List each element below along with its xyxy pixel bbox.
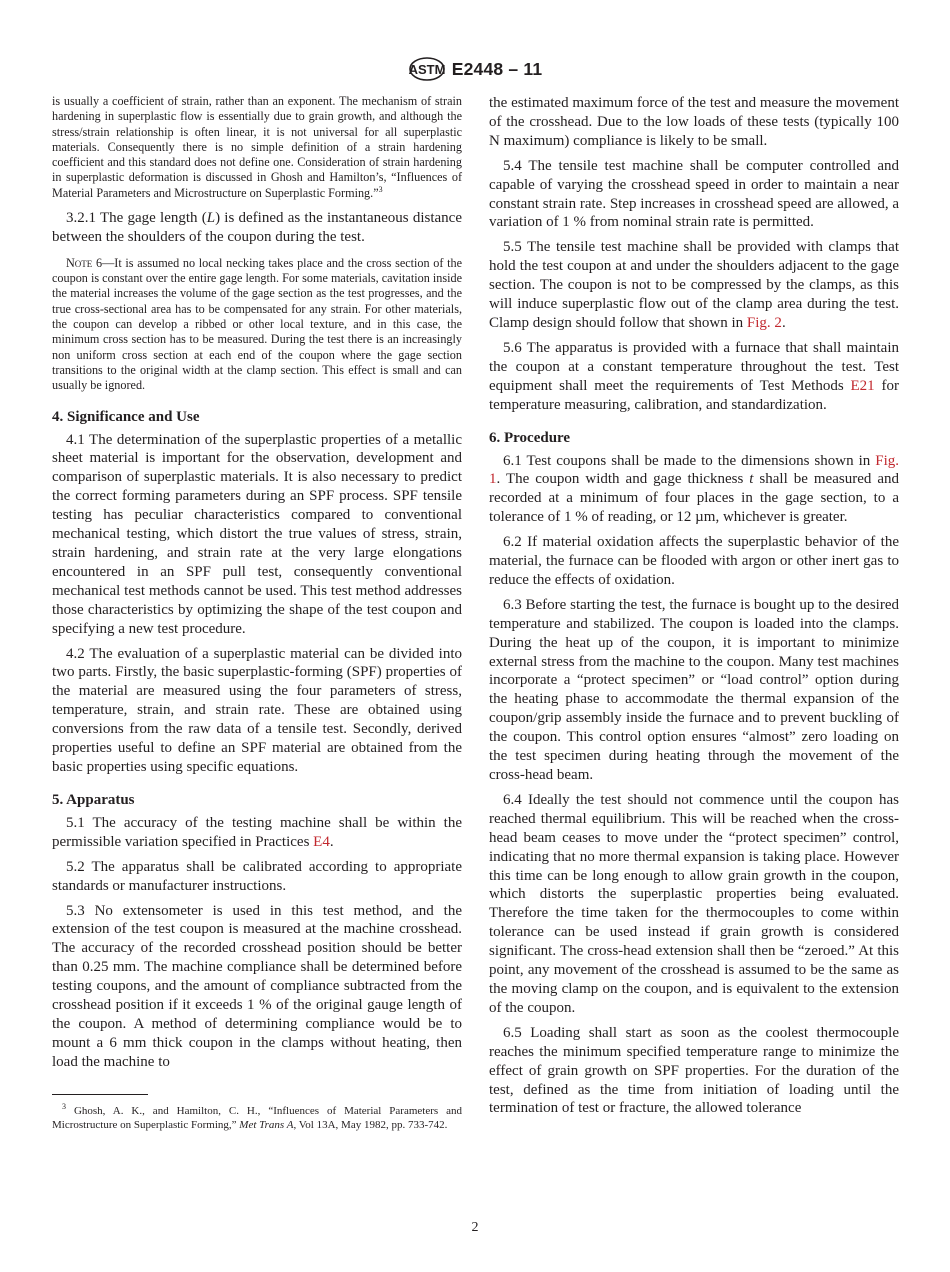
section-4-heading: 4. Significance and Use xyxy=(52,408,200,425)
paragraph-5-4: 5.4 The tensile test machine shall be computer controlled and capable of varying the crosshead speed in order to maintain a near constant strain rate. Step increases in crosshead speed are allowed, a variation of 1 % from nominal strain rate is permitted. xyxy=(489,157,899,231)
paragraph-4-1: 4.1 The determination of the superplastic properties of a metallic sheet material is important for the observation, development and comparison of superplastic materials. It is also necessary to predict the correct forming parameters during an SPF process. SPF tensile testing has peculiar characteristics compared to conventional mechanical testing, which distort the true values of stress, strain, strain hardening, and strain rate at the very large elongations encountered in an SPF pull test, consequently conventional mechanical test methods cannot be used. This test method addresses those characteristics by optimizing the shape of the test coupon and specifying a new test procedure. xyxy=(52,431,462,637)
section-5-heading: 5. Apparatus xyxy=(52,791,135,808)
note-label: Note 6 xyxy=(66,255,103,270)
link-fig-1[interactable]: Fig. 1 xyxy=(489,452,899,488)
paragraph-6-5: 6.5 Loading shall start as soon as the coolest thermocouple reaches the minimum specified temperature range to minimize the effect of grain growth on SPF properties. For the duration of the test, defined as the time from initiation of loading until the termination of test or fracture, the allowed tolerance xyxy=(489,1024,899,1117)
paragraph-5-2: 5.2 The apparatus shall be calibrated according to appropriate standards or manufacturer instructions. xyxy=(52,858,462,894)
paragraph-4-2: 4.2 The evaluation of a superplastic material can be divided into two parts. Firstly, the basic superplastic-forming (SPF) properties of the material are measured using the four parameters of stress, temperature, strain, and strain rate. These are obtained using conversions from the raw data of a tensile test. Secondly, derived properties useful to define an SPF material are obtained from the basic properties using specific equations. xyxy=(52,645,462,775)
paragraph-6-1: 6.1 Test coupons shall be made to the dimensions shown in Fig. 1. The coupon width and gage thickness t shall be measured and recorded at a minimum of four places in the gage section, to a tolerance of 1 % of reading, or 12 µm, whichever is greater. xyxy=(489,452,899,526)
footnote-divider xyxy=(52,1094,148,1095)
footnote-3: $^3$ Ghosh, A. K., and Hamilton, C. H., “Influences of Material Parameters and Microstructure on Superplastic Forming,” Met Trans A, Vol 13A, May 1982, pp. 733-742. xyxy=(52,1101,462,1131)
paragraph-5-3: 5.3 No extensometer is used in this test method, and the extension of the test coupon is measured at the machine crosshead. The accuracy of the recorded crosshead position should be better than 0.25 mm. The machine compliance shall be determined before testing coupons, and the amount of compliance subtracted from the crosshead position if it exceeds 1 % of the original gauge length of the coupon. A method of determining compliance would be to mount a 6 mm thick coupon in the clamps without heating, then load the machine to xyxy=(52,902,462,1070)
paragraph-6-4: 6.4 Ideally the test should not commence until the coupon has reached thermal equilibrium. This will be reached when the cross-head beam ceases to move under the “protect specimen” control, indicating that no more thermal expansion is taking place. However this time can be long enough to allow grain growth in the coupon, which distorts the superplastic properties being evaluated. Therefore the time taken for the thermocouples to come within tolerance can be used instead if grain growth is considered significant. The cross-head extension shall then be “zeroed.” At this point, any movement of the crosshead is assumed to be the same as the moving clamp on the coupon, and is equivalent to the extension of the coupon. xyxy=(489,791,899,1016)
link-e21[interactable]: E21 xyxy=(850,377,875,394)
page-number: 2 xyxy=(471,1220,479,1235)
paragraph-5-6: 5.6 The apparatus is provided with a furnace that shall maintain the coupon at a constant temperature throughout the test. Test equipment shall meet the requirements of Test Methods E21 for temperature measuring, calibration, and standardization. xyxy=(489,339,899,413)
link-e4[interactable]: E4 xyxy=(313,833,330,850)
document-id: E2448 – 11 xyxy=(451,58,543,79)
paragraph-6-2: 6.2 If material oxidation affects the superplastic behavior of the material, the furnace can be flooded with argon or other inert gas to reduce the effects of oxidation. xyxy=(489,534,899,588)
continuation-paragraph: is usually a coefficient of strain, rather than an exponent. The mechanism of strain hardening in superplastic flow is essentially due to grain growth, and although the stress/strain relationship is often linear, it is not universal for all superplastic materials. Consequently there is no simple definition of a strain hardening coefficient and this standard does not define one. Consideration of strain hardening in superplastic deformation is discussed in Ghosh and Hamilton’s, “Influences of Material Parameters and Microstructure on Superplastic Forming.”$^3$ xyxy=(52,94,462,200)
right-column xyxy=(489,94,899,1124)
astm-logo-icon xyxy=(408,56,446,82)
section-6-heading: 6. Procedure xyxy=(489,429,571,446)
paragraph-5-1: 5.1 The accuracy of the testing machine shall be within the permissible variation specified in Practices E4. xyxy=(52,814,462,850)
svg-text:ASTM: ASTM xyxy=(408,62,446,77)
link-fig-2[interactable]: Fig. 2 xyxy=(746,314,782,331)
left-column xyxy=(52,94,462,1132)
paragraph-3-2-1: 3.2.1 The gage length (L) is defined as the instantaneous distance between the shoulders of the coupon during the test. xyxy=(52,210,462,245)
page-header xyxy=(0,56,950,82)
paragraph-6-3: 6.3 Before starting the test, the furnace is bought up to the desired temperature and stabilized. The coupon is loaded into the clamps. During the heat up of the coupon, it is important to minimize external stress from the machine to the coupon. Many test machines incorporate a “protect specimen” or “load control” option during the heating phase to accommodate the thermal expansion of the coupon/grip assembly inside the furnace and to prevent buckling of the coupon. This control option ensures “almost” zero loading on the test specimen during heating through the movement of the cross-head beam. xyxy=(489,596,899,783)
continuation-paragraph: the estimated maximum force of the test and measure the movement of the crosshead. Due to the low loads of these tests (typically 100 N maximum) compliance is likely to be small. xyxy=(489,95,899,149)
footnote-ref[interactable]: 3 xyxy=(378,184,383,194)
note-6: Note 6—It is assumed no local necking takes place and the cross section of the coupon is constant over the entire gage length. For some materials, cavitation inside the material increases the volume of the gage section as the test progresses, and the true cross-sectional area has to be compensated for any strain. For other materials, the coupon can develop a ribbed or other local texture, and in this case, the minimum cross section has to be measured. During the test there is an increasingly non uniform cross section at each end of the coupon where the gage section transitions to the original width at the clamp section. This effect is small and can usually be ignored. xyxy=(52,255,463,393)
paragraph-5-5: 5.5 The tensile test machine shall be provided with clamps that hold the test coupon at and under the shoulders adjacent to the gage section. The coupon is not to be compressed by the clamps, as this will induce superplastic flow out of the clamp area during the test. Clamp design should follow that shown in Fig. 2. xyxy=(489,239,899,331)
